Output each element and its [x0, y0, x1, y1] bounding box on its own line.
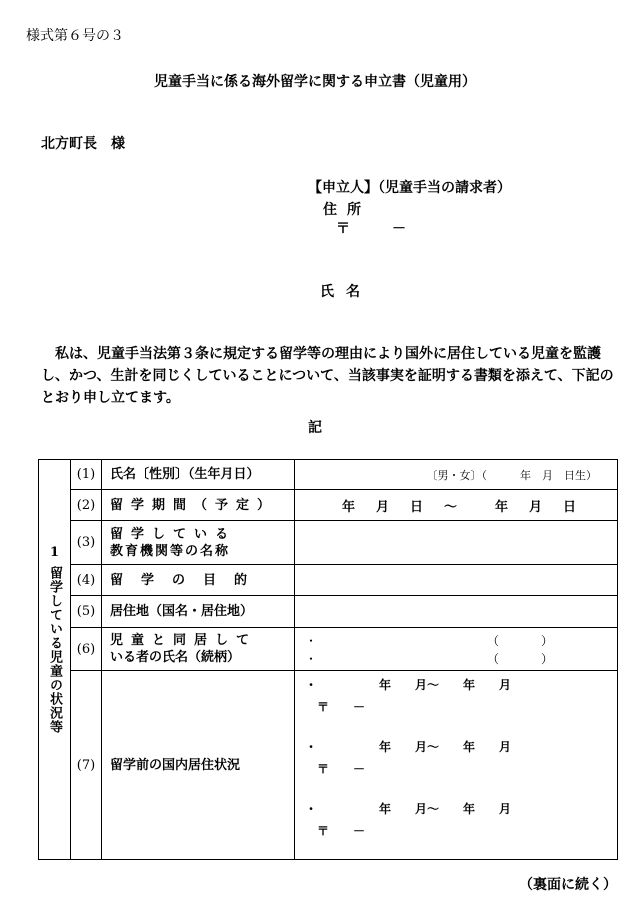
postal-line [305, 821, 617, 839]
cohabitant-value-cell[interactable] [295, 628, 618, 671]
row-number: (5) [71, 596, 102, 628]
cohabitant-entry [305, 631, 617, 649]
section-title: 留学している児童の状況等 [47, 566, 62, 734]
cohabitant-entry [305, 649, 617, 667]
row-number: (2) [71, 490, 102, 521]
row-label-period: 留学期間（予定） [102, 490, 295, 521]
period-template: 年 月～ 年 月 [379, 739, 512, 754]
row-label-residence: 居住地（国名・居住地） [102, 596, 295, 628]
period-template: 年 月 日 ～ 年 月 日 [341, 499, 580, 515]
row-number: (6) [71, 628, 102, 671]
bullet: ・ [305, 633, 318, 648]
residence-value-cell[interactable] [295, 596, 618, 628]
bullet: ・ [305, 739, 318, 754]
bullet: ・ [305, 677, 318, 692]
prior-residence-value-cell[interactable] [295, 671, 618, 860]
label-line: 児童と同居して [110, 633, 258, 648]
status-table [38, 459, 618, 860]
institution-value-cell[interactable] [295, 521, 618, 565]
relation-paren: （ ） [487, 651, 560, 666]
period-value-cell[interactable] [295, 490, 618, 521]
document-title: 児童手当に係る海外留学に関する申立書（児童用） [154, 74, 476, 90]
name-value-cell[interactable] [295, 460, 618, 490]
postal-template: 〒 － [317, 823, 366, 838]
postal-template: 〒 － [317, 699, 366, 714]
address-label: 住所 [323, 202, 371, 218]
purpose-value-cell[interactable] [295, 565, 618, 596]
period-line [305, 799, 617, 817]
label-line: 留学している [110, 526, 237, 542]
name-sex-birth-template: 〔男・女〕（ 年 月 日生） [426, 468, 597, 482]
form-number: 様式第６号の３ [26, 28, 124, 44]
ki-heading: 記 [308, 420, 322, 436]
period-template: 年 月～ 年 月 [379, 801, 512, 816]
period-template: 年 月～ 年 月 [379, 677, 512, 692]
section-number: 1 [49, 545, 60, 560]
declaration-text [41, 343, 616, 409]
addressee: 北方町長 様 [41, 136, 125, 152]
row-number: (3) [71, 521, 102, 565]
section-header [39, 460, 71, 860]
applicant-heading: 【申立人】（児童手当の請求者） [308, 180, 511, 196]
bullet: ・ [305, 651, 318, 666]
period-line [305, 737, 617, 755]
row-label-name: 氏名〔性別〕（生年月日） [102, 460, 295, 490]
row-label-purpose: 留学の目的 [102, 565, 295, 596]
label-line: いる者の氏名（続柄） [110, 650, 241, 665]
postal-line [305, 697, 617, 715]
name-label: 氏名 [320, 284, 372, 300]
relation-paren: （ ） [487, 633, 560, 648]
postal-line [305, 759, 617, 777]
prior-residence-block [305, 799, 617, 839]
row-label-prior-residence: 留学前の国内居住状況 [102, 671, 295, 860]
declaration-body: 私は、児童手当法第３条に規定する留学等の理由により国外に居住している児童を監護し、かつ、生計を同じくしていることについて、当該事実を証明する書類を添えて、下記のとおり申し立てます。 [41, 346, 614, 406]
prior-residence-block [305, 737, 617, 777]
postal-mark: 〒 － [336, 221, 406, 237]
row-label-institution [102, 521, 295, 565]
row-number: (1) [71, 460, 102, 490]
row-label-cohabitant [102, 628, 295, 671]
row-number: (7) [71, 671, 102, 860]
prior-residence-block [305, 675, 617, 715]
continue-note: （裏面に続く） [519, 877, 617, 893]
postal-template: 〒 － [317, 761, 366, 776]
label-line: 教育機関等の名称 [110, 543, 231, 559]
row-number: (4) [71, 565, 102, 596]
bullet: ・ [305, 801, 318, 816]
period-line [305, 675, 617, 693]
